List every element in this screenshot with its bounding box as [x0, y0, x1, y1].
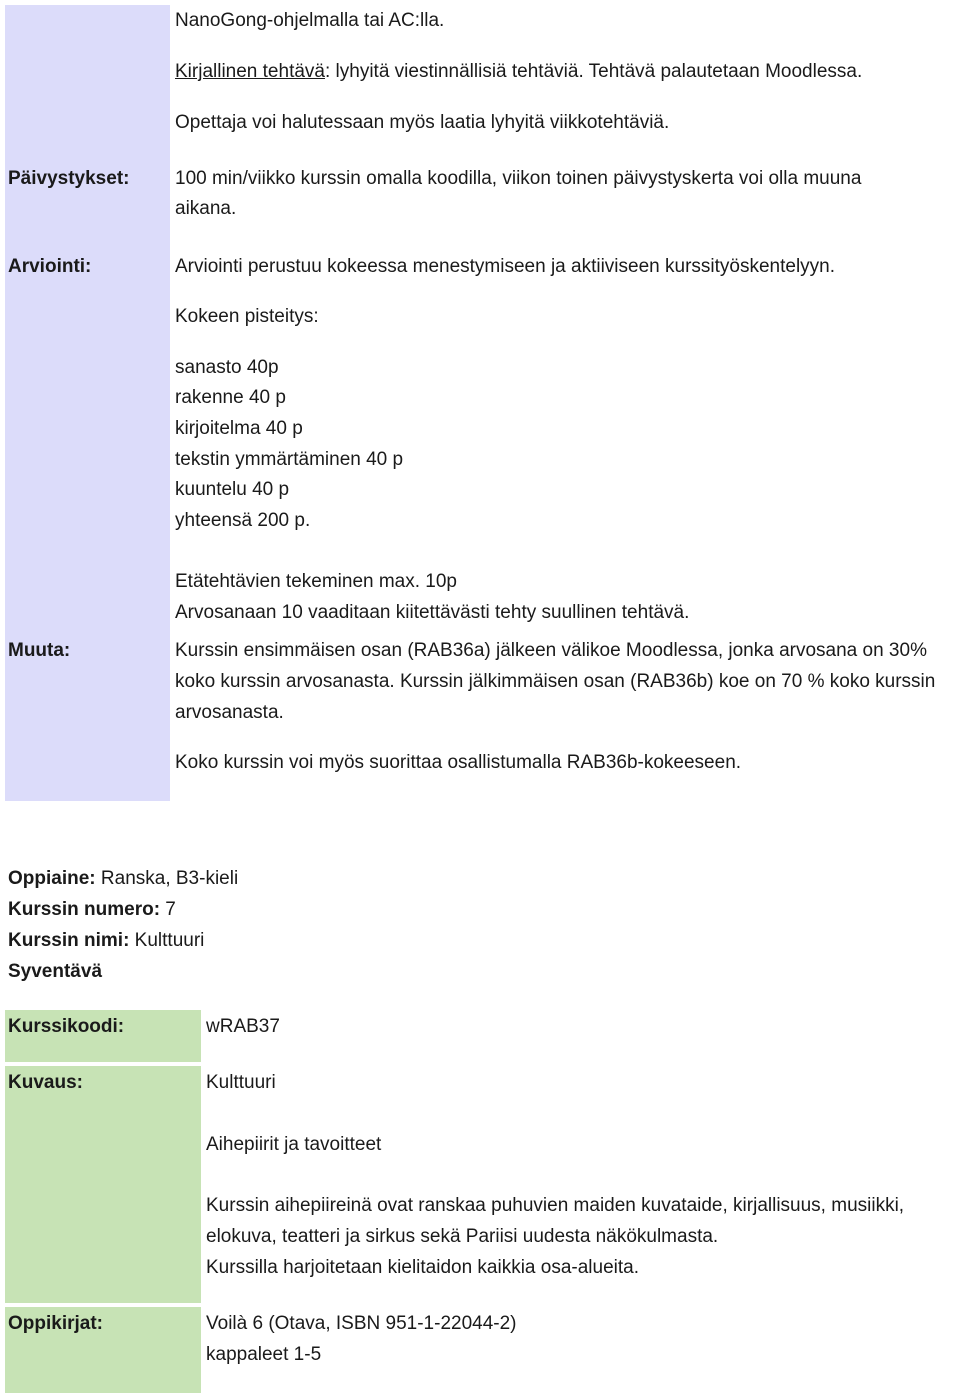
written-task-text: : lyhyitä viestinnällisiä tehtäviä. Tehtävä palautetaan Moodlessa. — [324, 61, 863, 82]
course-name-label: Kurssin nimi: — [8, 930, 130, 951]
scoring-item: tekstin ymmärtäminen 40 p — [175, 449, 404, 470]
other-line-4: Koko kurssin voi myös suorittaa osallistumalla RAB36b-kokeeseen. — [175, 752, 742, 773]
subject-label: Oppiaine: — [8, 868, 96, 889]
code-value: wRAB37 — [206, 1016, 280, 1037]
code-label: Kurssikoodi: — [8, 1016, 125, 1037]
scoring-item: sanasto 40p — [175, 357, 279, 378]
duty-line-1: 100 min/viikko kurssin omalla koodilla, viikon toinen päivystyskerta voi olla muuna — [175, 168, 862, 189]
written-task-link[interactable]: Kirjallinen tehtävä — [175, 61, 325, 82]
books-line-2: kappaleet 1-5 — [206, 1344, 322, 1365]
assessment-text: Arviointi perustuu kokeessa menestymiseen ja aktiiviseen kurssityöskentelyyn. — [175, 256, 836, 277]
duty-label: Päivystykset: — [8, 168, 130, 189]
scoring-item: kirjoitelma 40 p — [175, 418, 303, 439]
weekly-tasks-line: Opettaja voi halutessaan myös laatia lyhyitä viikkotehtäviä. — [175, 112, 670, 133]
topics-line-1: Kurssin aihepiireinä ovat ranskaa puhuvien maiden kuvataide, kirjallisuus, musiikki, — [206, 1195, 905, 1216]
other-line-1: Kurssin ensimmäisen osan (RAB36a) jälkeen välikoe Moodlessa, jonka arvosana on 30% — [175, 640, 927, 661]
course-number-value: 7 — [160, 899, 176, 920]
remote-tasks-line: Etätehtävien tekeminen max. 10p — [175, 571, 458, 592]
course-name-line — [8, 930, 204, 952]
label-cell-description — [5, 1066, 201, 1303]
course-number-line — [8, 899, 176, 921]
topics-line-3: Kurssilla harjoitetaan kielitaidon kaikkia osa-alueita. — [206, 1257, 640, 1278]
intro-line: NanoGong-ohjelmalla tai AC:lla. — [175, 10, 445, 31]
other-line-3: arvosanasta. — [175, 702, 284, 723]
books-label: Oppikirjat: — [8, 1313, 104, 1334]
scoring-item: yhteensä 200 p. — [175, 510, 311, 531]
grade10-line: Arvosanaan 10 vaaditaan kiitettävästi tehty suullinen tehtävä. — [175, 602, 690, 623]
topics-title: Aihepiirit ja tavoitteet — [206, 1134, 382, 1155]
duty-line-2: aikana. — [175, 198, 237, 219]
scoring-title: Kokeen pisteitys: — [175, 306, 319, 327]
scoring-item: rakenne 40 p — [175, 387, 286, 408]
description-value: Kulttuuri — [206, 1072, 276, 1093]
other-label: Muuta: — [8, 640, 71, 661]
label-column-1 — [5, 5, 170, 801]
description-label: Kuvaus: — [8, 1072, 83, 1093]
course-number-label: Kurssin numero: — [8, 899, 161, 920]
course-level: Syventävä — [8, 961, 103, 982]
books-line-1: Voilà 6 (Otava, ISBN 951-1-22044-2) — [206, 1313, 517, 1334]
subject-value: Ranska, B3-kieli — [95, 868, 239, 889]
scoring-item: kuuntelu 40 p — [175, 479, 290, 500]
course-name-value: Kulttuuri — [129, 930, 205, 951]
other-line-2: koko kurssin arvosanasta. Kurssin jälkimmäisen osan (RAB36b) koe on 70 % koko kurssin — [175, 671, 936, 692]
topics-line-2: elokuva, teatteri ja sirkus sekä Pariisi uudesta näkökulmasta. — [206, 1226, 719, 1247]
assessment-label: Arviointi: — [8, 256, 92, 277]
written-task-line — [175, 61, 862, 83]
subject-line — [8, 868, 238, 890]
